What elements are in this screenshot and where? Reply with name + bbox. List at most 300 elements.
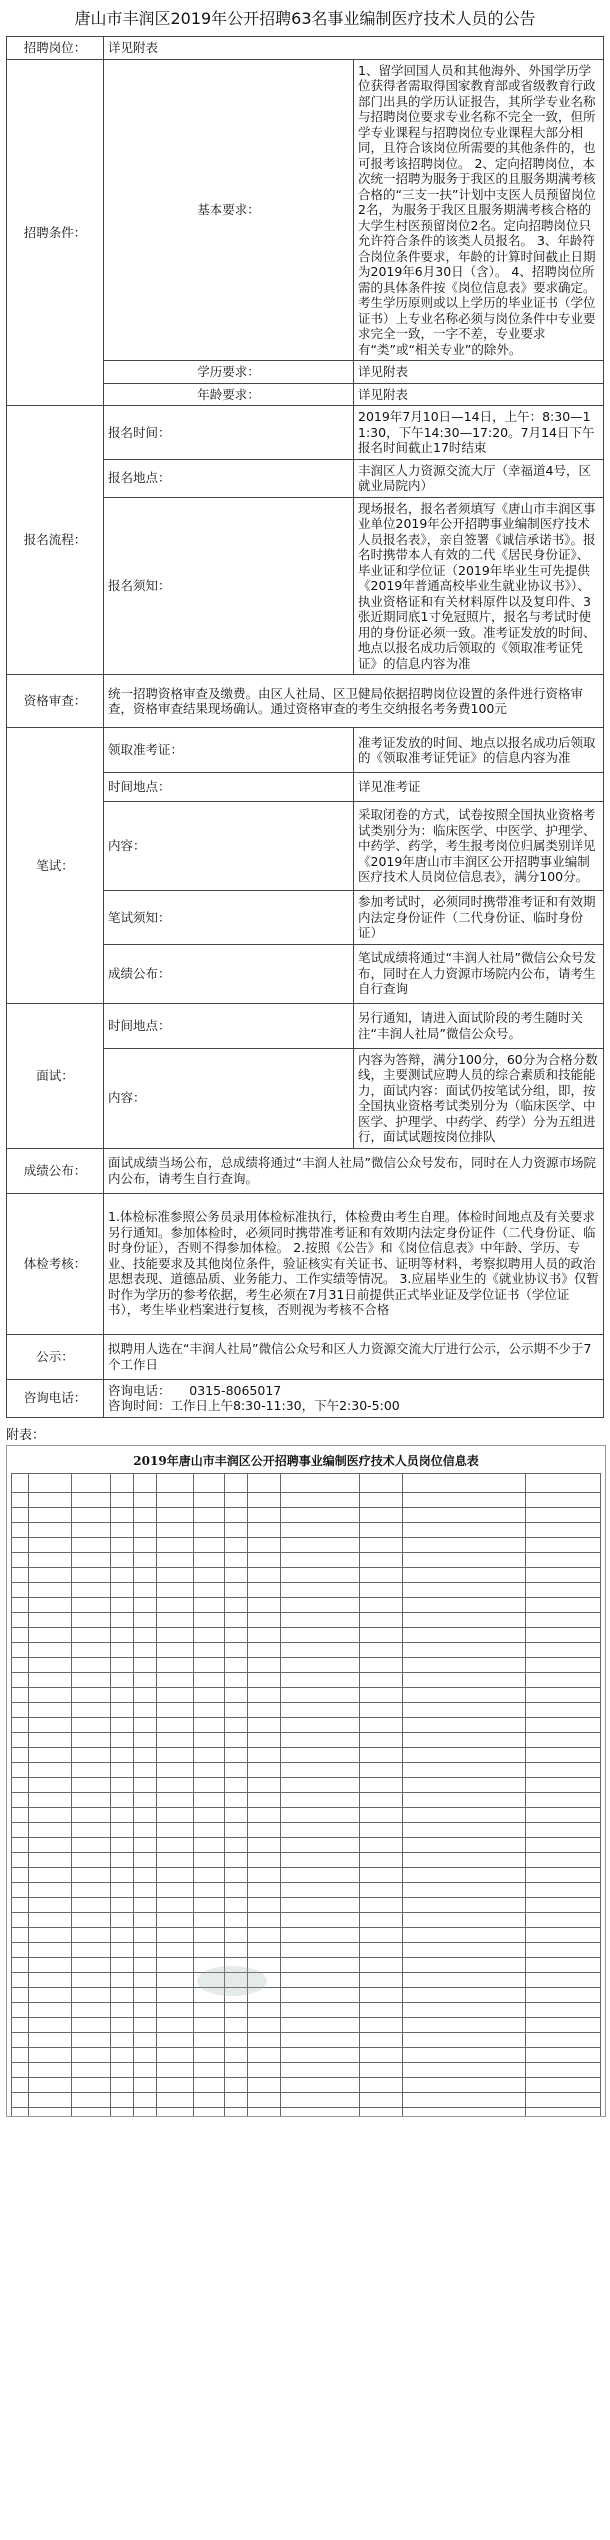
- info-cell: [526, 1657, 601, 1672]
- info-cell: [194, 2077, 225, 2092]
- info-cell: [403, 2002, 526, 2017]
- info-cell: [248, 2107, 281, 2117]
- info-cell: [281, 1942, 360, 1957]
- info-cell: [403, 1972, 526, 1987]
- info-cell: [526, 1942, 601, 1957]
- info-cell: [29, 2077, 72, 2092]
- info-cell: [248, 2077, 281, 2092]
- info-cell: [134, 1612, 157, 1627]
- info-cell: [134, 1837, 157, 1852]
- info-row: [12, 1867, 601, 1882]
- info-cell: [72, 1972, 111, 1987]
- info-cell: [281, 1492, 360, 1507]
- written-label: 笔试：: [7, 728, 104, 1004]
- info-cell: [526, 2032, 601, 2047]
- info-col-5: [134, 1473, 157, 1492]
- info-cell: [157, 1627, 194, 1642]
- iv-time-label: 时间地点：: [104, 1003, 354, 1048]
- info-cell: [72, 1717, 111, 1732]
- info-cell: [281, 1747, 360, 1762]
- info-cell: [72, 2032, 111, 2047]
- position-info-table: [11, 1473, 601, 2117]
- info-cell: [134, 1822, 157, 1837]
- info-cell: [111, 1972, 134, 1987]
- info-cell: [157, 2107, 194, 2117]
- info-cell: [29, 1522, 72, 1537]
- info-cell: [111, 2062, 134, 2077]
- info-cell: [29, 1912, 72, 1927]
- info-cell: [134, 1672, 157, 1687]
- info-col-11: [360, 1473, 403, 1492]
- info-cell: [248, 1747, 281, 1762]
- info-cell: [225, 1837, 248, 1852]
- info-cell: [111, 2047, 134, 2062]
- info-cell: [526, 1567, 601, 1582]
- info-col-6: [157, 1473, 194, 1492]
- info-cell: [225, 2017, 248, 2032]
- info-cell: [403, 2032, 526, 2047]
- info-cell: [526, 1987, 601, 2002]
- info-cell: [111, 1702, 134, 1717]
- info-cell: [12, 1627, 29, 1642]
- info-cell: [360, 1972, 403, 1987]
- info-cell: [225, 1867, 248, 1882]
- info-cell: [281, 2002, 360, 2017]
- info-cell: [360, 1672, 403, 1687]
- info-cell: [194, 1717, 225, 1732]
- info-cell: [281, 1582, 360, 1597]
- info-cell: [281, 1597, 360, 1612]
- info-cell: [72, 1627, 111, 1642]
- info-cell: [194, 1837, 225, 1852]
- info-cell: [111, 1492, 134, 1507]
- info-cell: [403, 1612, 526, 1627]
- info-cell: [12, 1882, 29, 1897]
- info-cell: [248, 2062, 281, 2077]
- info-col-8: [225, 1473, 248, 1492]
- info-cell: [134, 1912, 157, 1927]
- info-cell: [194, 1627, 225, 1642]
- info-cell: [194, 1702, 225, 1717]
- info-cell: [72, 1537, 111, 1552]
- info-cell: [248, 1627, 281, 1642]
- info-cell: [248, 1642, 281, 1657]
- info-cell: [225, 1507, 248, 1522]
- info-cell: [29, 1702, 72, 1717]
- info-cell: [12, 2002, 29, 2017]
- info-cell: [134, 1747, 157, 1762]
- info-cell: [12, 1807, 29, 1822]
- written-notice-label: 笔试须知：: [104, 891, 354, 945]
- info-cell: [248, 1552, 281, 1567]
- info-cell: [360, 2077, 403, 2092]
- info-cell: [72, 2062, 111, 2077]
- info-cell: [281, 1567, 360, 1582]
- info-cell: [248, 1867, 281, 1882]
- info-cell: [134, 2017, 157, 2032]
- info-cell: [225, 1492, 248, 1507]
- info-cell: [12, 1612, 29, 1627]
- info-cell: [225, 1657, 248, 1672]
- physical-value: 1.体检标准参照公务员录用体检标准执行，体检费由考生自理。体检时间地点及有关要求另行通知。参加体检时，必须同时携带准考证和有效期内法定身份证件（二代身份证、临时身份证），否则不得参加体检。 2.按照《公告》和《岗位信息表》中年龄、学历、专业、技能要求及其他岗位条件，验证核实有关证书、证明等材料，考察拟聘用人员的政治思想表现、道德品质、业务能力、工作实绩等情况。 3.应届毕业生的《就业协议书》仅暂时作为学历的参考依据，考生必须在7月31日前提供正式毕业证及学位证书（学位证书），考生毕业档案进行复核，否则视为考核不合格: [104, 1193, 604, 1334]
- info-cell: [403, 1672, 526, 1687]
- info-row: [12, 1912, 601, 1927]
- info-row: [12, 1777, 601, 1792]
- info-cell: [134, 2032, 157, 2047]
- info-cell: [157, 1702, 194, 1717]
- info-cell: [225, 1927, 248, 1942]
- iv-content-label: 内容：: [104, 1048, 354, 1148]
- info-cell: [360, 2032, 403, 2047]
- info-cell: [225, 1642, 248, 1657]
- info-cell: [360, 1717, 403, 1732]
- info-cell: [403, 1507, 526, 1522]
- info-cell: [281, 1537, 360, 1552]
- info-row: [12, 1672, 601, 1687]
- info-cell: [72, 1897, 111, 1912]
- info-cell: [157, 1987, 194, 2002]
- info-row: [12, 2077, 601, 2092]
- info-cell: [403, 1522, 526, 1537]
- consult-hours: 咨询时间：工作日上午8:30-11:30，下午2:30-5:00: [108, 1398, 400, 1413]
- info-cell: [29, 1537, 72, 1552]
- info-cell: [248, 1762, 281, 1777]
- info-cell: [403, 1867, 526, 1882]
- info-cell: [157, 1807, 194, 1822]
- info-cell: [360, 1777, 403, 1792]
- info-cell: [360, 1837, 403, 1852]
- attachment-title: 2019年唐山市丰润区公开招聘事业编制医疗技术人员岗位信息表: [133, 1453, 479, 1468]
- info-cell: [526, 1972, 601, 1987]
- info-cell: [72, 1702, 111, 1717]
- info-row: [12, 1567, 601, 1582]
- time-place-label: 时间地点：: [104, 773, 354, 802]
- info-cell: [403, 1927, 526, 1942]
- info-cell: [526, 2077, 601, 2092]
- info-cell: [403, 1957, 526, 1972]
- info-cell: [29, 1567, 72, 1582]
- info-cell: [194, 1537, 225, 1552]
- info-cell: [225, 2077, 248, 2092]
- info-cell: [134, 1852, 157, 1867]
- info-cell: [281, 1687, 360, 1702]
- info-cell: [403, 1747, 526, 1762]
- info-cell: [403, 1987, 526, 2002]
- info-cell: [134, 1717, 157, 1732]
- info-cell: [157, 2032, 194, 2047]
- info-cell: [403, 2047, 526, 2062]
- info-cell: [72, 2017, 111, 2032]
- info-cell: [248, 1837, 281, 1852]
- info-cell: [194, 1567, 225, 1582]
- info-cell: [403, 1657, 526, 1672]
- review-label: 资格审查：: [7, 675, 104, 728]
- info-cell: [194, 1777, 225, 1792]
- info-cell: [526, 1777, 601, 1792]
- info-cell: [526, 2107, 601, 2117]
- info-cell: [281, 1987, 360, 2002]
- info-cell: [225, 2107, 248, 2117]
- info-cell: [72, 1852, 111, 1867]
- info-row: [12, 2107, 601, 2117]
- info-cell: [526, 1597, 601, 1612]
- info-cell: [111, 1822, 134, 1837]
- info-row: [12, 1687, 601, 1702]
- info-cell: [29, 1972, 72, 1987]
- info-cell: [157, 1552, 194, 1567]
- info-cell: [194, 1807, 225, 1822]
- info-cell: [134, 1807, 157, 1822]
- info-cell: [72, 1492, 111, 1507]
- info-cell: [72, 2002, 111, 2017]
- info-cell: [248, 1567, 281, 1582]
- info-cell: [360, 1522, 403, 1537]
- info-cell: [225, 1807, 248, 1822]
- info-cell: [134, 1702, 157, 1717]
- info-cell: [111, 1957, 134, 1972]
- info-cell: [360, 1942, 403, 1957]
- info-cell: [157, 1957, 194, 1972]
- info-cell: [157, 1897, 194, 1912]
- info-cell: [360, 1927, 403, 1942]
- info-cell: [281, 1852, 360, 1867]
- info-cell: [157, 1717, 194, 1732]
- info-cell: [526, 1807, 601, 1822]
- info-row: [12, 1732, 601, 1747]
- info-cell: [72, 1687, 111, 1702]
- info-cell: [526, 1837, 601, 1852]
- info-cell: [225, 1522, 248, 1537]
- reg-notice-label: 报名须知：: [104, 497, 354, 675]
- info-cell: [281, 1627, 360, 1642]
- info-cell: [29, 2092, 72, 2107]
- info-cell: [157, 1537, 194, 1552]
- info-cell: [12, 1912, 29, 1927]
- info-cell: [12, 1777, 29, 1792]
- score-pub-value: 笔试成绩将通过“丰润人社局”微信公众号发布，同时在人力资源市场院内公布，请考生自行查询: [354, 944, 604, 1003]
- info-cell: [248, 1732, 281, 1747]
- info-cell: [281, 1732, 360, 1747]
- reg-place-label: 报名地点：: [104, 459, 354, 497]
- info-row: [12, 1897, 601, 1912]
- info-row: [12, 1852, 601, 1867]
- info-cell: [194, 1507, 225, 1522]
- info-row: [12, 1642, 601, 1657]
- info-cell: [134, 1492, 157, 1507]
- reg-time-value: 2019年7月10日—14日，上午：8:30—11:30，下午14:30—17:20。7月14日下午报名时间截止17时结束: [354, 406, 604, 460]
- info-cell: [12, 1552, 29, 1567]
- info-cell: [194, 1897, 225, 1912]
- info-cell: [134, 1972, 157, 1987]
- reg-flow-label: 报名流程：: [7, 406, 104, 675]
- info-cell: [72, 1927, 111, 1942]
- info-cell: [360, 1747, 403, 1762]
- info-cell: [72, 1867, 111, 1882]
- info-cell: [134, 1627, 157, 1642]
- info-cell: [248, 1492, 281, 1507]
- info-row: [12, 2032, 601, 2047]
- info-cell: [403, 1552, 526, 1567]
- info-cell: [360, 2047, 403, 2062]
- info-row: [12, 1657, 601, 1672]
- info-cell: [157, 1672, 194, 1687]
- info-cell: [225, 2062, 248, 2077]
- info-cell: [194, 2002, 225, 2017]
- info-cell: [360, 1612, 403, 1627]
- info-cell: [403, 1807, 526, 1822]
- info-cell: [360, 2092, 403, 2107]
- final-score-label: 成绩公布：: [7, 1148, 104, 1193]
- info-cell: [12, 1822, 29, 1837]
- info-cell: [403, 1537, 526, 1552]
- info-cell: [12, 2047, 29, 2062]
- info-cell: [29, 1732, 72, 1747]
- info-cell: [157, 1687, 194, 1702]
- info-cell: [403, 2092, 526, 2107]
- info-cell: [157, 1867, 194, 1882]
- info-cell: [225, 2047, 248, 2062]
- info-cell: [526, 1852, 601, 1867]
- info-cell: [360, 1867, 403, 1882]
- info-cell: [281, 1717, 360, 1732]
- info-cell: [248, 1672, 281, 1687]
- info-cell: [29, 1957, 72, 1972]
- info-cell: [157, 1777, 194, 1792]
- info-cell: [157, 2002, 194, 2017]
- info-row: [12, 1492, 601, 1507]
- info-cell: [111, 1987, 134, 2002]
- page-title: 唐山市丰润区2019年公开招聘63名事业编制医疗技术人员的公告: [74, 9, 536, 28]
- info-row: [12, 1927, 601, 1942]
- info-cell: [29, 1492, 72, 1507]
- info-cell: [111, 1897, 134, 1912]
- info-cell: [134, 1537, 157, 1552]
- info-cell: [29, 1882, 72, 1897]
- info-cell: [194, 2062, 225, 2077]
- info-cell: [12, 1837, 29, 1852]
- info-cell: [360, 1537, 403, 1552]
- info-cell: [72, 1522, 111, 1537]
- info-cell: [12, 2062, 29, 2077]
- info-cell: [194, 1612, 225, 1627]
- info-cell: [225, 1552, 248, 1567]
- info-cell: [72, 2047, 111, 2062]
- info-cell: [281, 1552, 360, 1567]
- info-cell: [194, 1732, 225, 1747]
- info-cell: [526, 2092, 601, 2107]
- info-cell: [526, 1792, 601, 1807]
- info-cell: [526, 1897, 601, 1912]
- info-cell: [281, 1792, 360, 1807]
- info-cell: [12, 1492, 29, 1507]
- info-cell: [12, 1852, 29, 1867]
- info-cell: [29, 1762, 72, 1777]
- info-cell: [360, 1597, 403, 1612]
- publicity-value: 拟聘用人选在“丰润人社局”微信公众号和区人力资源交流大厅进行公示，公示期不少于7个工作日: [104, 1334, 604, 1379]
- info-row: [12, 1822, 601, 1837]
- info-cell: [29, 1987, 72, 2002]
- info-cell: [12, 1897, 29, 1912]
- info-cell: [29, 2002, 72, 2017]
- info-cell: [72, 1912, 111, 1927]
- info-cell: [194, 1747, 225, 1762]
- info-cell: [29, 1822, 72, 1837]
- info-cell: [403, 1777, 526, 1792]
- info-cell: [157, 1972, 194, 1987]
- info-cell: [225, 1882, 248, 1897]
- info-cell: [281, 1762, 360, 1777]
- info-cell: [111, 1522, 134, 1537]
- info-cell: [12, 1597, 29, 1612]
- info-cell: [157, 2047, 194, 2062]
- info-cell: [111, 1792, 134, 1807]
- info-cell: [134, 1507, 157, 1522]
- info-cell: [248, 1687, 281, 1702]
- info-cell: [248, 1657, 281, 1672]
- info-cell: [12, 1702, 29, 1717]
- info-row: [12, 1717, 601, 1732]
- info-cell: [360, 1852, 403, 1867]
- info-cell: [12, 2032, 29, 2047]
- info-cell: [403, 2107, 526, 2117]
- info-cell: [526, 1867, 601, 1882]
- info-cell: [72, 2107, 111, 2117]
- info-cell: [526, 1912, 601, 1927]
- info-cell: [134, 1687, 157, 1702]
- info-row: [12, 1612, 601, 1627]
- info-cell: [157, 1837, 194, 1852]
- position-value: 详见附表: [104, 37, 604, 60]
- info-cell: [526, 1492, 601, 1507]
- info-cell: [134, 1882, 157, 1897]
- notice-table: [6, 36, 604, 1418]
- info-cell: [134, 1942, 157, 1957]
- info-cell: [360, 1492, 403, 1507]
- info-cell: [526, 2017, 601, 2032]
- info-cell: [248, 1807, 281, 1822]
- info-cell: [12, 1867, 29, 1882]
- info-cell: [12, 1507, 29, 1522]
- info-cell: [281, 1957, 360, 1972]
- info-row: [12, 1837, 601, 1852]
- info-cell: [403, 1732, 526, 1747]
- info-cell: [111, 1537, 134, 1552]
- info-cell: [194, 2092, 225, 2107]
- info-row: [12, 1972, 601, 1987]
- info-cell: [111, 1882, 134, 1897]
- info-cell: [12, 1687, 29, 1702]
- info-cell: [157, 2062, 194, 2077]
- info-cell: [248, 1582, 281, 1597]
- info-cell: [281, 1972, 360, 1987]
- info-row: [12, 1942, 601, 1957]
- info-cell: [225, 1897, 248, 1912]
- info-cell: [29, 2062, 72, 2077]
- stamp-watermark-icon: [197, 1966, 267, 1996]
- info-cell: [29, 1717, 72, 1732]
- info-cell: [72, 1732, 111, 1747]
- info-cell: [157, 1507, 194, 1522]
- info-cell: [360, 1732, 403, 1747]
- info-cell: [157, 1822, 194, 1837]
- info-cell: [194, 1852, 225, 1867]
- info-row: [12, 1507, 601, 1522]
- info-row: [12, 1702, 601, 1717]
- info-cell: [225, 1912, 248, 1927]
- info-cell: [111, 1687, 134, 1702]
- info-cell: [248, 2002, 281, 2017]
- info-cell: [526, 1672, 601, 1687]
